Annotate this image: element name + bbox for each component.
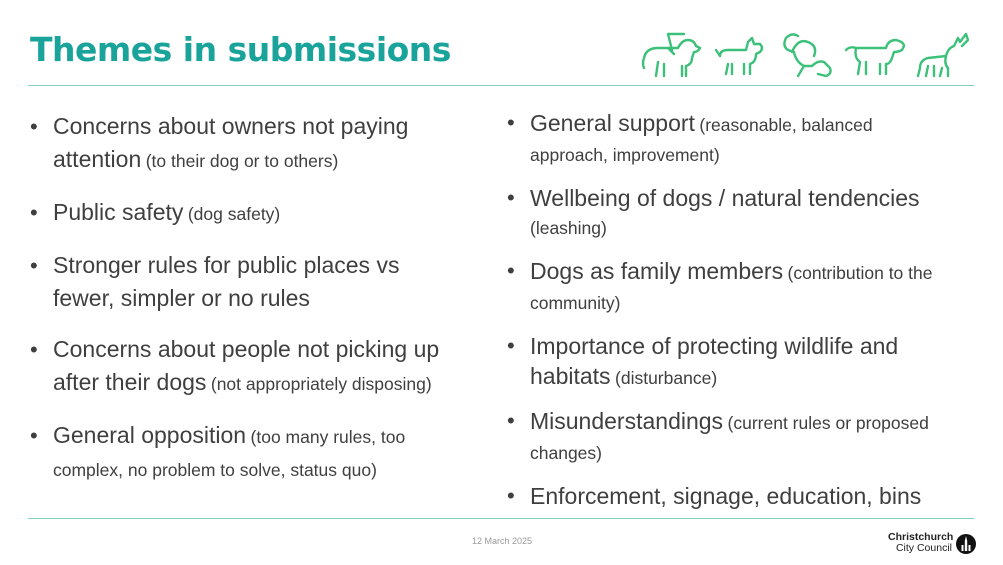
theme-main: Stronger rules for public places vs fewer, simpler or no rules — [53, 252, 400, 311]
header-divider — [28, 85, 974, 86]
bullet: • — [30, 114, 38, 139]
theme-detail: (reasonable, balanced approach, improvement) — [530, 115, 873, 165]
footer-divider — [28, 518, 974, 519]
theme-detail: (dog safety) — [187, 204, 281, 224]
list-item — [507, 183, 947, 243]
bullet: • — [507, 185, 515, 210]
logo-line-2: City Council — [895, 542, 952, 554]
list-item — [507, 331, 947, 393]
bullet: • — [30, 423, 38, 448]
theme-main: General support — [530, 110, 695, 136]
footer-date: 12 March 2025 — [472, 536, 533, 546]
theme-main: Concerns about owners not paying attention — [53, 113, 409, 172]
bullet: • — [30, 200, 38, 225]
list-item — [30, 419, 450, 487]
theme-main: General opposition — [53, 422, 247, 448]
theme-main: Importance of protecting wildlife and habitats — [530, 333, 899, 389]
logo-line-1: Christchurch — [888, 531, 954, 543]
list-item — [30, 110, 450, 178]
themes-list-left — [30, 110, 450, 505]
theme-detail: (to their dog or to others) — [145, 151, 339, 171]
list-item — [507, 406, 947, 468]
theme-detail: (current rules or proposed changes) — [530, 413, 929, 463]
bullet: • — [507, 110, 515, 135]
standing-dog-icon — [846, 40, 904, 74]
theme-main: Enforcement, signage, education, bins — [530, 483, 922, 509]
bullet: • — [507, 483, 515, 508]
small-dog-icon — [716, 38, 762, 74]
dog-icons-row — [638, 28, 974, 80]
howling-wolf-icon — [918, 34, 968, 76]
theme-detail: (not appropriately disposing) — [210, 374, 432, 394]
bullet: • — [30, 253, 38, 278]
list-item — [30, 196, 450, 231]
council-logo — [888, 532, 978, 556]
theme-main: Public safety — [53, 199, 184, 225]
theme-main: Dogs as family members — [530, 258, 784, 284]
logo-text — [888, 532, 952, 554]
cathedral-logo-icon — [955, 533, 977, 555]
theme-detail: (contribution to the community) — [530, 263, 933, 313]
theme-main: Misunderstandings — [530, 408, 724, 434]
theme-detail: (leashing) — [530, 218, 607, 238]
list-item — [30, 249, 450, 315]
theme-main: Concerns about people not picking up after their dogs — [53, 336, 440, 395]
bullet: • — [507, 258, 515, 283]
theme-detail: (disturbance) — [615, 368, 718, 388]
playing-dog-icon — [784, 34, 830, 76]
list-item — [507, 108, 947, 170]
page-title: Themes in submissions — [30, 30, 451, 69]
bullet: • — [30, 337, 38, 362]
list-item — [507, 481, 947, 511]
guide-dog-icon — [643, 34, 700, 76]
theme-detail: (too many rules, too complex, no problem to solve, status quo) — [53, 427, 406, 480]
list-item — [30, 333, 450, 401]
bullet: • — [507, 408, 515, 433]
bullet: • — [507, 333, 515, 358]
themes-list-right — [507, 108, 947, 524]
list-item — [507, 256, 947, 318]
theme-main: Wellbeing of dogs / natural tendencies — [530, 185, 920, 211]
